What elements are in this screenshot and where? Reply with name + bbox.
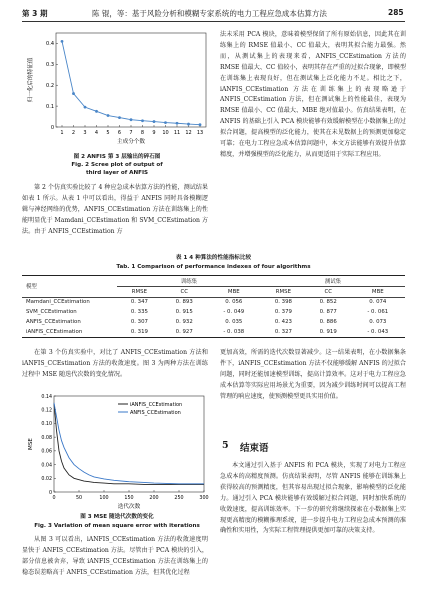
running-title: 陈 锟，等：基于风险分析和模糊专家系统的电力工程应急成本估算方法 <box>92 9 327 18</box>
col-model-header: 模型 <box>26 284 37 291</box>
fig2-caption-en-1: Fig. 2 Scree plot of output of <box>71 162 163 168</box>
cell: 0. 307 <box>130 319 148 326</box>
cell: 0. 073 <box>369 319 387 326</box>
cell: 0. 932 <box>175 319 193 326</box>
x-tick-label: 100 <box>99 496 109 501</box>
cell: 0. 319 <box>130 328 148 335</box>
fig2-caption-en-2: third layer of ANFIS <box>85 170 149 176</box>
mse-iteration-figure <box>24 392 210 512</box>
metric-header: RMSE <box>131 288 148 295</box>
scree-point <box>118 116 121 119</box>
series-line <box>54 403 204 485</box>
header-rule <box>22 21 405 22</box>
left-paragraph-3: 从图 3 可以看出，iANFIS_CCEstimation 方法的收敛速度明显快于 ANFIS_CCEstimation 方法。尽管由于 PCA 模块的引入，部分信息被舍弃，导致 iANFIS_CCEstimation 方法在训练集上的稳态误差略高于 ANFIS_CCEstimation 方法，但其优化过程 <box>22 536 208 576</box>
cell: - 0. 043 <box>367 328 389 335</box>
table-row <box>22 317 405 327</box>
performance-table <box>22 275 405 338</box>
x-tick-label: 5 <box>106 130 110 136</box>
x-axis-label: 主成分个数 <box>117 139 145 145</box>
y-tick-label: 0.1 <box>46 103 54 110</box>
row-model: Mamdani_CCEstimation <box>26 299 90 306</box>
y-tick-label: 0 <box>50 124 54 131</box>
metric-header: MBE <box>227 288 240 295</box>
left-paragraph-2: 在第 3 个仿真实验中，对比了 ANFIS_CCEstimation 方法和 iANFIS_CCEstimation 方法的收敛速度。图 3 为两种方法在训练过程中 MSE 随迭代次数的变化情况。 <box>22 349 208 378</box>
x-tick-label: 0 <box>52 496 56 501</box>
fig2-caption-cn: 图 2 ANFIS 第 3 层输出的碎石图 <box>73 154 161 160</box>
scree-point <box>107 114 110 117</box>
conclusion-paragraph: 本文通过引入基于 ANFIS 和 PCA 模块，实现了对电力工程应急成本的高精度预测。仿真结果表明，尽管 ANFIS 能够在训练集上获得较高的预测精度，但其容易出现过拟合现象，影响模型的泛化能力。通过引入 PCA 模块能够有效缓解过拟合问题，同时加快系统的收敛速度，提高训练效率。下一步的研究将继续探索在小数据集上实现更高精度的模糊推理系统，进一步提升电力工程应急成本预测的准确性和实用性，为实际工程管理提供更加可靠的决策支持。 <box>220 462 406 535</box>
y-tick-label: 0.04 <box>41 463 52 469</box>
cell: - 0. 061 <box>367 309 389 316</box>
table-row <box>22 327 405 337</box>
table-row <box>22 307 405 317</box>
cell: 0. 915 <box>175 309 193 316</box>
x-axis-label: 迭代次数 <box>117 504 141 510</box>
cell: 0. 877 <box>319 309 337 316</box>
cell: - 0. 049 <box>223 309 245 316</box>
metric-header: RMSE <box>275 288 291 295</box>
y-tick-label: 0.3 <box>46 62 54 69</box>
cell: 0. 056 <box>225 299 243 306</box>
row-model: iANFIS_CCEstimation <box>26 328 83 335</box>
x-tick-label: 300 <box>199 496 209 501</box>
cell: 0. 379 <box>274 309 292 316</box>
x-tick-label: 9 <box>152 130 156 136</box>
x-tick-label: 6 <box>117 130 122 136</box>
table1-caption-cn: 表 1 4 种算法的性能指标比较 <box>175 255 252 261</box>
cell: 0. 398 <box>274 299 292 306</box>
x-tick-label: 1 <box>60 130 64 136</box>
x-tick-label: 11 <box>173 130 181 136</box>
right-paragraph-1: 法未采用 PCA 模块，意味着模型保留了所有原始信息，因此其在训练集上的 RMSE 值最小、CC 值最大，表明其拟合能力最强。然而，从测试集上的表现来看，ANFIS_CCEstimation 方法的 RMSE 值最大、CC 值较小，表明其存在严重的过拟合现象，即模型在训练集上表现良好，但在测试集上泛化能力不足。相比之下，iANFIS_CCEstimation 方法在训练集上的表现略逊于 ANFIS_CCEstimation 方法，但在测试集上的性能最佳，表现为 RMSE 值最小、CC 值最大、MBE 绝对值最小。仿真结果表明，在 ANFIS 的基础上引入 PCA 模块能够有效缓解模型在小数据集上的过拟合问题，提高模型的泛化能力，使其在未见数据上的预测更加稳定可靠；在电力工程应急成本估算问题中，本文方法能够有效提升估算精度，并增强模型的泛化能力，从而更适用于实际工程应用。 <box>220 31 406 158</box>
y-tick-label: 0.4 <box>46 41 54 48</box>
cell: 0. 919 <box>319 328 337 335</box>
scree-point <box>130 118 133 121</box>
scree-point <box>61 40 64 43</box>
cell: - 0. 038 <box>223 328 245 335</box>
x-tick-label: 200 <box>149 496 159 501</box>
y-tick-label: 0 <box>48 490 52 496</box>
table1-caption-en: Tab. 1 Comparison of performance indexes of four algorithms <box>116 264 311 270</box>
x-tick-label: 8 <box>140 130 145 136</box>
scree-point <box>176 122 179 125</box>
fig3-caption-cn: 图 3 MSE 随迭代次数的变化 <box>80 514 154 520</box>
legend-label: ANFIS_CCEstimation <box>130 409 181 416</box>
x-tick-label: 7 <box>129 130 133 136</box>
issue-label: 第 3 期 <box>22 9 48 18</box>
x-tick-label: 13 <box>196 130 204 136</box>
scree-point <box>141 119 144 122</box>
y-tick-label: 0.12 <box>41 408 52 414</box>
metric-header: CC <box>324 288 332 295</box>
y-tick-label: 0.08 <box>41 435 52 441</box>
series-line <box>54 403 204 484</box>
y-tick-label: 0.10 <box>41 422 52 428</box>
cell: 0. 074 <box>369 299 387 306</box>
x-tick-label: 4 <box>94 130 99 136</box>
y-axis-label: MSE <box>28 438 34 450</box>
cell: 0. 423 <box>274 319 292 326</box>
metric-header: MBE <box>371 288 384 295</box>
cell: 0. 335 <box>130 309 148 316</box>
group-train-header: 训练集 <box>117 276 261 287</box>
y-axis-label: 归一化后的特征值 <box>28 57 34 103</box>
scree-plot-figure <box>22 27 212 151</box>
y-tick-label: 0.02 <box>41 477 52 483</box>
y-tick-label: 0.2 <box>46 83 54 90</box>
scree-point <box>84 106 87 109</box>
section-number: 5 <box>222 440 229 451</box>
cell: 0. 035 <box>225 319 243 326</box>
cell: 0. 347 <box>130 299 148 306</box>
left-paragraph-1: 第 2 个仿真实验比较了 4 种应急成本估算方法的性能，测试结果如表 1 所示。从表 1 中可以看出，得益于 ANFIS 同时具备模糊逻辑与神经网络的优势，ANFIS_CCEstimation 方法在训练集上的性能明显优于 Mamdani_CCEstimation 和 SVM_CCEstimation 方法。由于 ANFIS_CCEstimation 方 <box>22 184 208 235</box>
scree-point <box>95 110 98 113</box>
cell: 0. 893 <box>175 299 193 306</box>
x-tick-label: 10 <box>162 130 169 136</box>
x-tick-label: 3 <box>83 130 87 136</box>
group-test-header: 测试集 <box>261 276 405 287</box>
row-model: ANFIS_CCEstimation <box>26 319 81 326</box>
cell: 0. 327 <box>274 328 292 335</box>
x-tick-label: 50 <box>75 496 83 501</box>
scree-point <box>199 123 202 126</box>
metric-header: CC <box>180 288 188 295</box>
table-row <box>22 297 405 307</box>
page-number: 285 <box>388 8 404 17</box>
cell: 0. 852 <box>319 299 337 306</box>
plot-frame <box>56 33 206 127</box>
section-title: 结束语 <box>240 443 269 454</box>
legend-label: iANFIS_CCEstimation <box>130 401 183 408</box>
x-tick-label: 250 <box>174 496 184 501</box>
fig3-caption-en: Fig. 3 Variation of mean square error with iterations <box>34 523 200 529</box>
right-paragraph-2: 更加高效，所需的迭代次数显著减少。这一结果表明，在小数据集条件下，iANFIS_CCEstimation 方法不仅能够缓解 ANFIS 的过拟合问题，同时还能加速模型训练，提高计算效率。这对于电力工程应急成本估算等实际应用场景尤为重要，因为减少训练时间可以提高工程管理的响应速度，使预测模型更具实用价值。 <box>220 349 406 400</box>
x-tick-label: 2 <box>71 130 76 136</box>
x-tick-label: 150 <box>124 496 134 501</box>
cell: 0. 927 <box>175 328 193 335</box>
y-tick-label: 0.06 <box>41 449 52 455</box>
row-model: SVM_CCEstimation <box>26 309 77 316</box>
scree-point <box>72 92 75 95</box>
scree-point <box>164 121 167 124</box>
x-tick-label: 12 <box>185 130 192 136</box>
y-tick-label: 0.14 <box>41 394 52 400</box>
scree-point <box>187 123 190 126</box>
scree-point <box>153 120 156 123</box>
plot-frame <box>54 396 204 492</box>
scree-line <box>62 41 200 124</box>
cell: 0. 886 <box>319 319 337 326</box>
